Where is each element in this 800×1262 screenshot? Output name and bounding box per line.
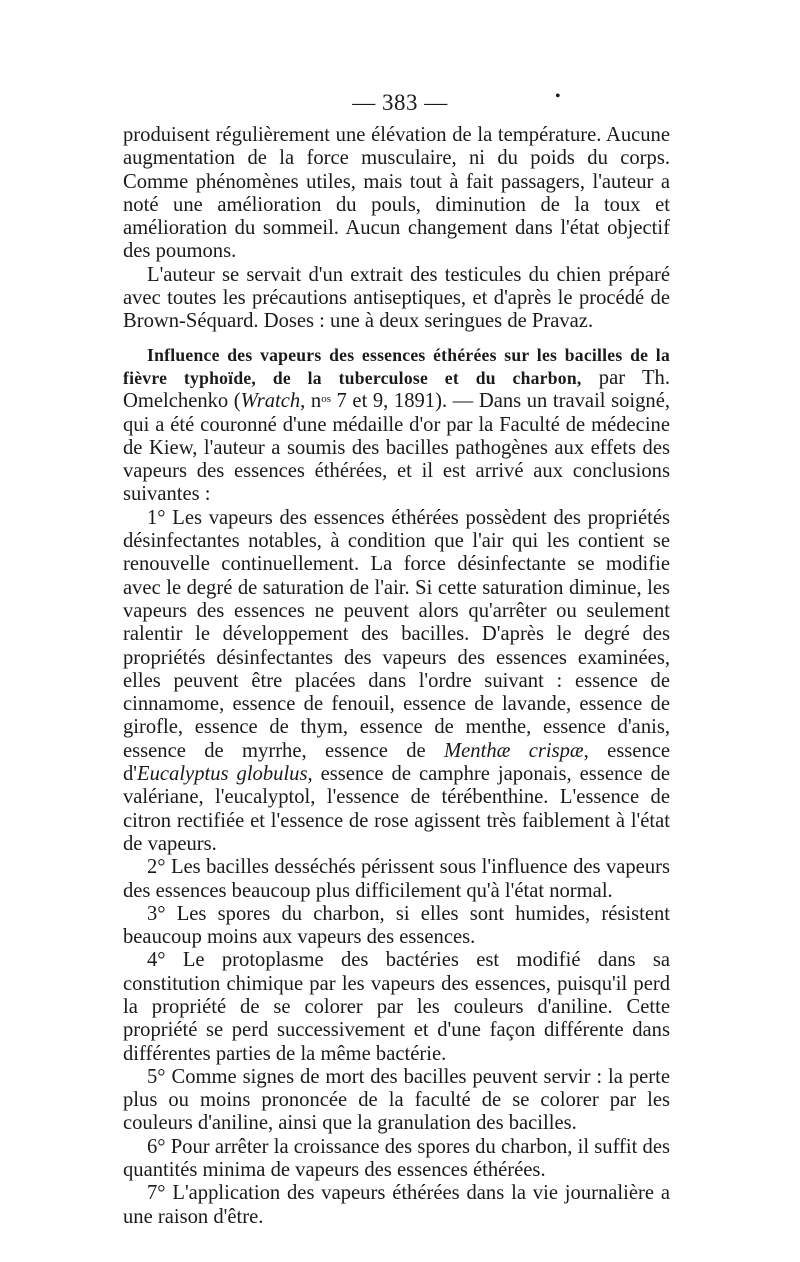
- article-paragraph: [123, 344, 670, 507]
- conclusion-1-part-b: , essence d': [123, 739, 671, 786]
- conclusion-1-part-c: , essence de camphre japonais, essence de valériane, l'eucalyptol, l'essence de térébenthine. L'essence de citron rectifiée et l'essence de rose agissent très faiblement à l'état de vapeurs.: [123, 763, 670, 855]
- menthae-crispae: Menthæ crispæ: [444, 739, 584, 762]
- conclusion-2: 2° Les bacilles desséchés périssent sous l'influence des vapeurs des essences beaucoup plus difficilement qu'à l'état normal.: [123, 856, 670, 902]
- issue-prefix: , n: [300, 390, 322, 413]
- intro-paragraph-2: L'auteur se servait d'un extrait des testicules du chien préparé avec toutes les précautions antiseptiques, et d'après le procédé de Brown-Séquard. Doses : une à deux seringues de Pravaz.: [123, 263, 670, 333]
- conclusion-6: 6° Pour arrêter la croissance des spores du charbon, il suffit des quantités minima de vapeurs des essences éthérées.: [123, 1135, 670, 1182]
- conclusion-7: 7° L'application des vapeurs éthérées dans la vie journalière a une raison d'être.: [123, 1182, 670, 1228]
- page-body: [123, 124, 670, 1229]
- conclusion-4: 4° Le protoplasme des bactéries est modifié dans sa constitution chimique par les vapeurs des essences, puisqu'il perd la propriété de se colorer par les couleurs d'aniline. Cette propriété se perd successivement et d'une façon différente dans différentes parties de la même bactérie.: [123, 949, 670, 1065]
- issue-superscript: os: [321, 393, 331, 406]
- conclusion-5: 5° Comme signes de mort des bacilles peuvent servir : la perte plus ou moins prononcée de la faculté de se colorer par les couleurs d'aniline, ainsi que la granulation des bacilles.: [123, 1065, 670, 1135]
- article-heading: Influence des vapeurs des essences éthérées sur les bacilles de la fièvre typhoïde, de la tuberculose et du charbon,: [123, 344, 670, 388]
- conclusion-1: [123, 507, 670, 856]
- article-author: par Th. Omelchenko (: [123, 366, 670, 413]
- conclusion-1-part-a: 1° Les vapeurs des essences éthérées possèdent des propriétés désinfectantes notables, à condition que l'air qui les contient se renouvelle continuellement. La force désinfectante se modifie avec le degré de saturation de l'air. Si cette saturation diminue, les vapeurs des essences ne peuvent alors qu'arrêter ou seulement ralentir le développement des bacilles. D'après le degré des propriétés désinfectantes des vapeurs des essences examinées, elles peuvent être placées dans l'ordre suivant : essence de cinnamome, essence de fenouil, essence de lavande, essence de girofle, essence de thym, essence de menthe, essence d'anis, essence de myrrhe, essence de: [123, 506, 670, 762]
- stray-mark: •: [555, 88, 562, 105]
- eucalyptus-globulus: Eucalyptus globulus: [137, 763, 308, 786]
- page-number: — 383 —: [352, 90, 448, 115]
- article-intro: 7 et 9, 1891). — Dans un travail soigné, qui a été couronné d'une médaille d'or par la Faculté de médecine de Kiew, l'auteur a soumis des bacilles pathogènes aux effets des vapeurs des essences éthérées, et il est arrivé aux conclusions suivantes :: [123, 390, 671, 506]
- conclusion-3: 3° Les spores du charbon, si elles sont humides, résistent beaucoup moins aux vapeurs des essences.: [123, 902, 670, 949]
- journal-name: Wratch: [240, 390, 301, 413]
- intro-paragraph-1: produisent régulièrement une élévation de la température. Aucune augmentation de la force musculaire, ni du poids du corps. Comme phénomènes utiles, mais tout à fait passagers, l'auteur a noté une amélioration du pouls, diminution de la toux et amélioration du sommeil. Aucun changement dans l'état objectif des poumons.: [123, 124, 670, 263]
- page-header: [0, 90, 800, 116]
